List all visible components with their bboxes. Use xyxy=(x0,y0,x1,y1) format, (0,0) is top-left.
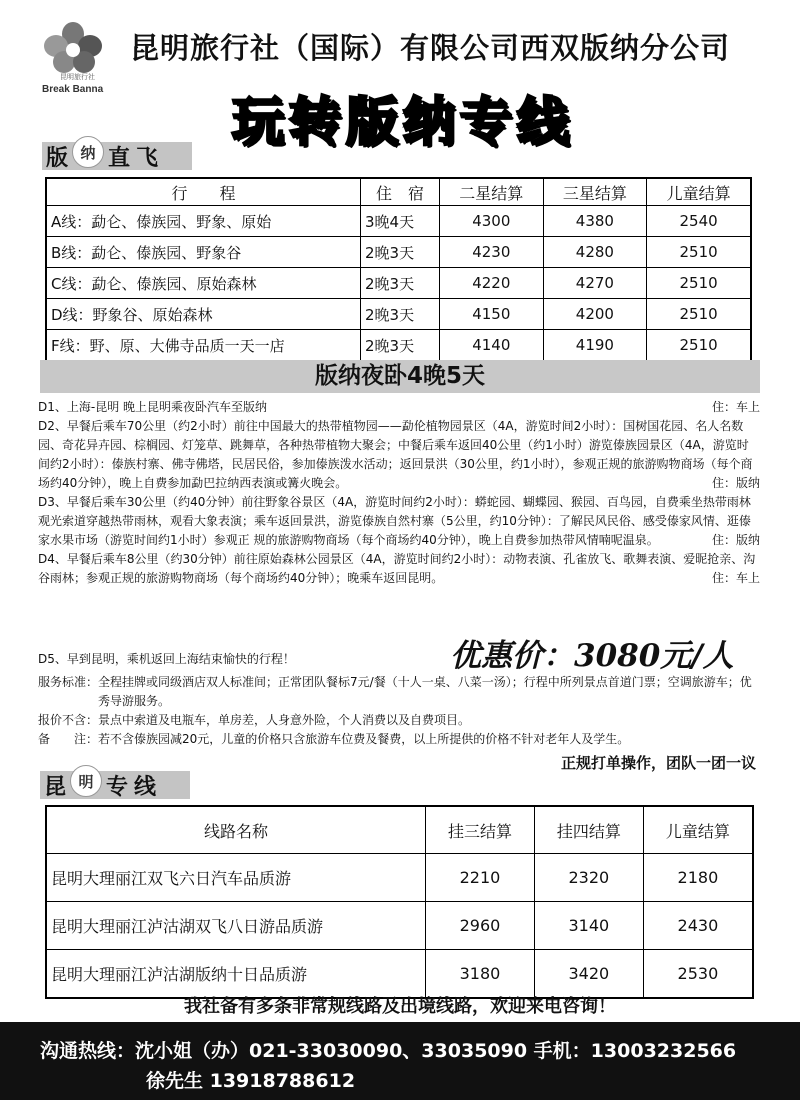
note-row xyxy=(38,730,762,749)
col-child: 儿童结算 xyxy=(647,178,751,206)
price-cell: 3180 xyxy=(426,950,535,999)
stay-cell: 2晚3天 xyxy=(361,237,440,268)
advert-text: 我社备有多条非常规线路及出境线路，欢迎来电咨询！ xyxy=(184,996,616,1017)
table-header-row xyxy=(46,806,753,854)
note-label: 服务标准： xyxy=(38,675,99,689)
price-cell: 2510 xyxy=(647,330,751,362)
company-name: 昆明旅行社（国际）有限公司西双版纳分公司 xyxy=(130,31,731,65)
special-price: 优惠价：3080元/人 xyxy=(450,638,734,674)
banna-price-table xyxy=(45,177,752,362)
section-tab-circle: 纳 xyxy=(72,136,104,168)
col-stay: 住 宿 xyxy=(361,178,440,206)
flower-logo-icon xyxy=(42,22,104,74)
note-row xyxy=(38,673,762,711)
col-route-name: 线路名称 xyxy=(46,806,426,854)
price-cell: 2180 xyxy=(643,854,753,902)
route-cell: D线：野象谷、原始森林 xyxy=(46,299,361,330)
col-route: 行 程 xyxy=(46,178,361,206)
price-cell: 3140 xyxy=(534,902,643,950)
price-cell: 2540 xyxy=(647,206,751,237)
company-logo xyxy=(36,22,116,98)
price-cell: 4220 xyxy=(440,268,544,299)
note-label: 备 注： xyxy=(38,732,99,746)
col-p3: 挂三结算 xyxy=(426,806,535,854)
kunming-price-table xyxy=(45,805,754,999)
col-two-star: 二星结算 xyxy=(440,178,544,206)
note-text: 全程挂牌或同级酒店双人标准间；正常团队餐标7元/餐（十人一桌、八菜一汤）；行程中所列景点首道门票；空调旅游车；优秀导游服务。 xyxy=(98,675,752,708)
table-row xyxy=(46,950,753,999)
col-p4: 挂四结算 xyxy=(534,806,643,854)
booking-note: 正规打单操作，团队一团一议 xyxy=(560,754,756,772)
page-title: 玩转版纳专线 xyxy=(232,93,575,153)
table-header-row xyxy=(46,178,751,206)
price-cell: 4140 xyxy=(440,330,544,362)
route-cell: 昆明大理丽江双飞六日汽车品质游 xyxy=(46,854,426,902)
table-row xyxy=(46,237,751,268)
price-cell: 2510 xyxy=(647,268,751,299)
stay-cell: 2晚3天 xyxy=(361,330,440,362)
section-tab-char: 昆 xyxy=(44,774,67,800)
stay-cell: 2晚3天 xyxy=(361,299,440,330)
route-cell: 昆明大理丽江泸沽湖版纳十日品质游 xyxy=(46,950,426,999)
itinerary-day: D2、早餐后乘车70公里（约2小时）前往中国最大的热带植物园——勐伦植物园景区（4A，游览时间2小时）：国树国花园、名人名数园、奇花异卉园、棕榈园、灯笼草、跳舞草，各种热带植物大聚会；中餐后乘车返回40公里（约1小时）游览傣族园景区（4A，游览时间约2小时）：傣族村寨、佛寺佛塔，民居民俗，参加傣族泼水活动；返回景洪（30公里，约1小时），参观正规的旅游购物商场（每个商场约40分钟），晚上自费参加勐巴拉纳西表演或篝火晚会。 住：版纳 xyxy=(38,417,760,493)
note-label: 报价不含： xyxy=(38,713,99,727)
itinerary-day: D4、早餐后乘车8公里（约30分钟）前往原始森林公园景区（4A，游览时间约2小时）：动物表演、孔雀放飞、歌舞表演、爱昵抢亲、沟谷雨林；参观正规的旅游购物商场（每个商场约40分钟）；晚乘车返回昆明。 住：车上 xyxy=(38,550,760,588)
price-cell: 4190 xyxy=(543,330,647,362)
lodging-label: 住：车上 xyxy=(711,400,760,414)
header xyxy=(0,0,800,153)
col-three-star: 三星结算 xyxy=(543,178,647,206)
note-text: 景点中索道及电瓶车，单房差，人身意外险，个人消费以及自费项目。 xyxy=(98,713,471,727)
itinerary-day: D3、早餐后乘车30公里（约40分钟）前往野象谷景区（4A，游览时间约2小时）：蟒蛇园、蝴蝶园、猴园、百鸟园，自费乘坐热带雨林观光索道穿越热带雨林，观看大象表演；乘车返回景洪，游览傣族自然村寨（5公里，约10分钟）：了解民风民俗、感受傣家风情、逛傣家水果市场（游览时间约1小时）参观正 规的旅游购物商场（每个商场约40分钟），晚上自费参加热带风情喃呢温泉。 住：版纳 xyxy=(38,493,760,550)
logo-name: Break Banna xyxy=(42,84,104,95)
price-cell: 2530 xyxy=(643,950,753,999)
price-cell: 2510 xyxy=(647,299,751,330)
table-row xyxy=(46,299,751,330)
price-cell: 2430 xyxy=(643,902,753,950)
note-text: 若不含傣族园减20元，儿童的价格只含旅游车位费及餐费，以上所提供的价格不针对老年人及学生。 xyxy=(98,732,630,746)
service-notes xyxy=(38,673,762,749)
price-cell: 4280 xyxy=(543,237,647,268)
section-tab-kunming xyxy=(40,767,162,803)
col-child: 儿童结算 xyxy=(643,806,753,854)
price-cell: 4230 xyxy=(440,237,544,268)
lodging-label: 住：版纳 xyxy=(711,476,760,490)
itinerary-day-5: D5、早到昆明，乘机返回上海结束愉快的行程！ xyxy=(38,652,295,666)
price-cell: 2960 xyxy=(426,902,535,950)
itinerary-day: 住：车上 D1、上海-昆明 晚上昆明乘夜卧汽车至版纳 xyxy=(38,398,760,417)
lodging-label: 住：车上 xyxy=(711,571,760,585)
section-tab-label: 直飞 xyxy=(108,145,165,171)
price-cell: 4200 xyxy=(543,299,647,330)
stay-cell: 2晚3天 xyxy=(361,268,440,299)
note-row xyxy=(38,711,762,730)
section-tab-char: 版 xyxy=(46,145,69,171)
price-cell: 3420 xyxy=(534,950,643,999)
section-tab-circle: 明 xyxy=(70,765,102,797)
lodging-label: 住：版纳 xyxy=(711,533,760,547)
price-cell: 4300 xyxy=(440,206,544,237)
logo-subtext: 昆明旅行社 xyxy=(60,73,95,81)
hotline-line-2: 徐先生 13918788612 xyxy=(146,1070,356,1092)
section-tab-banna xyxy=(42,138,164,174)
table-row xyxy=(46,206,751,237)
table-row xyxy=(46,268,751,299)
price-cell: 4150 xyxy=(440,299,544,330)
price-cell: 4270 xyxy=(543,268,647,299)
contact-footer xyxy=(0,1022,800,1100)
section-tab-label: 专线 xyxy=(106,774,163,800)
hotline-line: 沟通热线：沈小姐（办）021-33030090、33035090 手机：13003232566 xyxy=(40,1040,737,1062)
table-row xyxy=(46,330,751,362)
route-cell: F线：野、原、大佛寺品质一天一店 xyxy=(46,330,361,362)
price-cell: 2510 xyxy=(647,237,751,268)
route-cell: C线：勐仑、傣族园、原始森林 xyxy=(46,268,361,299)
itinerary xyxy=(38,398,760,588)
price-cell: 2320 xyxy=(534,854,643,902)
route-cell: B线：勐仑、傣族园、野象谷 xyxy=(46,237,361,268)
stay-cell: 3晚4天 xyxy=(361,206,440,237)
route-cell: 昆明大理丽江泸沽湖双飞八日游品质游 xyxy=(46,902,426,950)
tour-band-title: 版纳夜卧4晚5天 xyxy=(40,360,760,393)
table-row xyxy=(46,854,753,902)
price-cell: 2210 xyxy=(426,854,535,902)
price-cell: 4380 xyxy=(543,206,647,237)
route-cell: A线：勐仑、傣族园、野象、原始 xyxy=(46,206,361,237)
table-row xyxy=(46,902,753,950)
